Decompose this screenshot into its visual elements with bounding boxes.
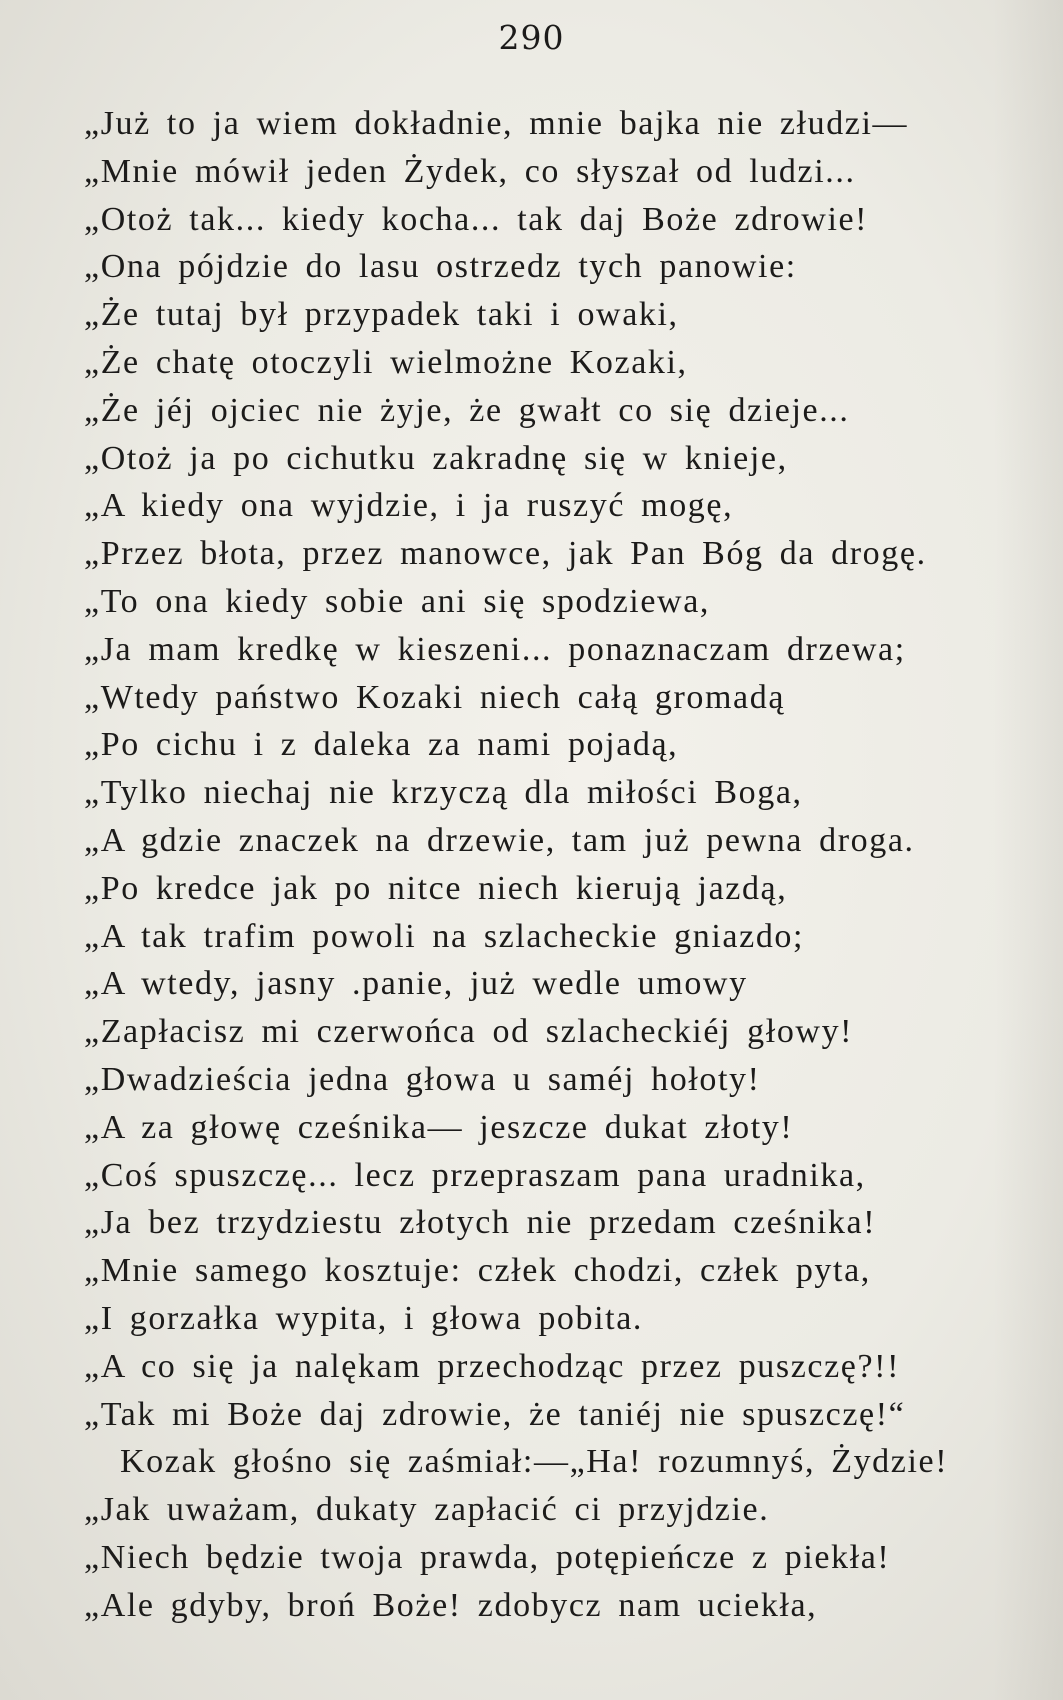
verse-line: „Że tutaj był przypadek taki i owaki, (84, 296, 679, 334)
verse-line: „Że jéj ojciec nie żyje, że gwałt co się dzieje... (84, 391, 850, 429)
verse-line: „Ona pójdzie do lasu ostrzedz tych panowie: (84, 248, 797, 286)
verse-line: „Mnie samego kosztuje: człek chodzi, człek pyta, (84, 1252, 871, 1290)
verse-line: „Niech będzie twoja prawda, potępieńcze z piekła! (84, 1538, 891, 1576)
verse-line: „Jak uważam, dukaty zapłacić ci przyjdzie. (84, 1491, 770, 1529)
verse-line: „Mnie mówił jeden Żydek, co słyszał od ludzi... (84, 152, 856, 190)
page-number: 290 (498, 18, 565, 57)
verse-line: „Po cichu i z daleka za nami pojadą, (84, 726, 679, 764)
verse-line-indented: Kozak głośno się zaśmiał:—„Ha! rozumnyś, Żydzie! (120, 1443, 949, 1481)
verse-line: „Tak mi Boże daj zdrowie, że taniéj nie spuszczę!“ (84, 1395, 906, 1433)
verse-line: „Dwadzieścia jedna głowa u saméj hołoty! (84, 1060, 761, 1098)
verse-text (84, 100, 1014, 1630)
verse-line: „Wtedy państwo Kozaki niech całą gromadą (84, 678, 786, 716)
verse-line: „Przez błota, przez manowce, jak Pan Bóg da drogę. (84, 535, 927, 573)
verse-line: „Coś spuszczę... lecz przepraszam pana uradnika, (84, 1156, 866, 1194)
verse-line: „To ona kiedy sobie ani się spodziewa, (84, 582, 710, 620)
verse-line: „Tylko niechaj nie krzyczą dla miłości Boga, (84, 774, 803, 812)
verse-line: „Ja mam kredkę w kieszeni... ponaznaczam drzewa; (84, 630, 906, 668)
verse-line: „Zapłacisz mi czerwońca od szlacheckiéj głowy! (84, 1013, 854, 1051)
verse-line: „A co się ja nalękam przechodząc przez puszczę?!! (84, 1347, 901, 1385)
verse-line: „Ja bez trzydziestu złotych nie przedam cześnika! (84, 1204, 877, 1242)
verse-line: „Po kredce jak po nitce niech kierują jazdą, (84, 869, 788, 907)
verse-line: „I gorzałka wypita, i głowa pobita. (84, 1299, 644, 1337)
verse-line: „Ale gdyby, broń Boże! zdobycz nam uciekła, (84, 1586, 818, 1624)
verse-line: „A kiedy ona wyjdzie, i ja ruszyć mogę, (84, 487, 734, 525)
verse-line: „A wtedy, jasny .panie, już wedle umowy (84, 965, 748, 1003)
verse-line: „A tak trafim powoli na szlacheckie gniazdo; (84, 917, 805, 955)
verse-line: „Otoż tak... kiedy kocha... tak daj Boże zdrowie! (84, 200, 869, 238)
verse-line: „Że chatę otoczyli wielmożne Kozaki, (84, 343, 688, 381)
verse-line: „Otoż ja po cichutku zakradnę się w knieje, (84, 439, 788, 477)
verse-line: „A gdzie znaczek na drzewie, tam już pewna droga. (84, 821, 915, 859)
verse-line: „Już to ja wiem dokładnie, mnie bajka nie złudzi— (84, 105, 909, 142)
verse-line: „A za głowę cześnika— jeszcze dukat złoty! (84, 1108, 794, 1146)
